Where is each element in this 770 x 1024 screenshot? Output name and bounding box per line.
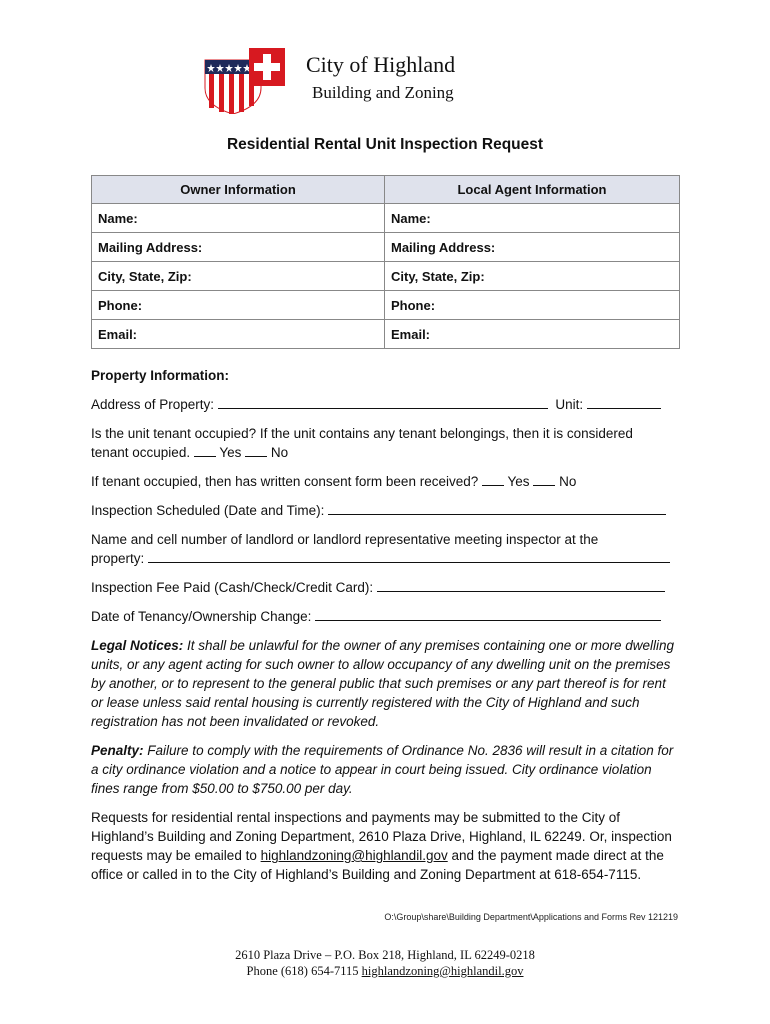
- consent-question-text: If tenant occupied, then has written consent form been received?: [91, 474, 479, 489]
- owner-address-field[interactable]: Mailing Address:: [92, 233, 385, 262]
- address-line: [91, 395, 681, 414]
- agent-city-field[interactable]: City, State, Zip:: [385, 262, 680, 291]
- footer-phone: Phone (618) 654-7115: [246, 964, 359, 978]
- fee-line: [91, 578, 681, 597]
- table-row: [92, 262, 680, 291]
- legal-notice-text: It shall be unlawful for the owner of any premises containing one or more dwelling units, or any agent acting for such owner to allow occupancy of any dwelling unit on the premises by another, or to represent to the general public that such premises or any part thereof is for rent or lease unless said rental housing is currently registered with the City of Highland and such registration has not been invalidated or revoked.: [91, 638, 675, 729]
- agent-info-header: Local Agent Information: [385, 176, 680, 204]
- department-name: Building and Zoning: [312, 83, 454, 102]
- agent-email-field[interactable]: Email:: [385, 320, 680, 349]
- consent-no-blank[interactable]: [533, 472, 555, 486]
- org-name: City of Highland: [306, 52, 456, 77]
- submission-text-2: and the payment made direct at the office or called in to the City of Highland’s Building and Zoning Department at 618-654-7115.: [91, 848, 664, 882]
- occupied-no-blank[interactable]: [245, 443, 267, 457]
- zoning-email-link[interactable]: highlandzoning@highlandil.gov: [260, 848, 448, 863]
- fee-blank[interactable]: [377, 578, 665, 592]
- owner-city-field[interactable]: City, State, Zip:: [92, 262, 385, 291]
- submission-text: Requests for residential rental inspections and payments may be submitted to the City of Highland’s Building and Zoning Department, 2610 Plaza Drive, Highland, IL 62249. Or, inspection requests may be emailed to: [91, 810, 672, 863]
- occupied-no-label: No: [270, 445, 289, 460]
- occupied-question-text: Is the unit tenant occupied? If the unit contains any tenant belongings, then it is considered: [91, 426, 633, 441]
- tenancy-blank[interactable]: [315, 607, 661, 621]
- tenancy-label: Date of Tenancy/Ownership Change:: [91, 609, 312, 624]
- unit-label: Unit:: [555, 397, 584, 412]
- consent-no-label: No: [559, 474, 577, 489]
- submission-instructions: [91, 808, 681, 884]
- owner-agent-info-table: [91, 175, 680, 349]
- owner-info-header: Owner Information: [92, 176, 385, 204]
- consent-yes-blank[interactable]: [482, 472, 504, 486]
- footer-email-link[interactable]: highlandzoning@highlandil.gov: [361, 964, 524, 978]
- agent-address-field[interactable]: Mailing Address:: [385, 233, 680, 262]
- occupied-yes-blank[interactable]: [194, 443, 216, 457]
- landlord-label: Name and cell number of landlord or landlord representative meeting inspector at the: [91, 532, 599, 547]
- owner-phone-field[interactable]: Phone:: [92, 291, 385, 320]
- footer-contact: [0, 963, 770, 979]
- table-row: [92, 233, 680, 262]
- legal-notice-label: Legal Notices:: [91, 638, 184, 653]
- page-footer: [0, 947, 770, 979]
- property-info-heading: Property Information:: [91, 368, 230, 383]
- scheduled-line: [91, 501, 681, 520]
- table-row: [92, 320, 680, 349]
- agent-name-field[interactable]: Name:: [385, 204, 680, 233]
- address-label: Address of Property:: [91, 397, 215, 412]
- table-header-row: [92, 176, 680, 204]
- consent-yes-label: Yes: [507, 474, 530, 489]
- occupied-question-text-2: tenant occupied.: [91, 445, 191, 460]
- tenancy-line: [91, 607, 681, 626]
- penalty-label: Penalty:: [91, 743, 144, 758]
- owner-name-field[interactable]: Name:: [92, 204, 385, 233]
- penalty-text: Failure to comply with the requirements of Ordinance No. 2836 will result in a citation for a city ordinance violation and a notice to appear in court being issued. City ordinance violation fines range from $50.00 to $750.00 per day.: [91, 743, 674, 796]
- occupied-question: [91, 424, 681, 462]
- form-body: [91, 366, 681, 894]
- owner-email-field[interactable]: Email:: [92, 320, 385, 349]
- consent-question: [91, 472, 681, 491]
- document-title: Residential Rental Unit Inspection Request: [226, 136, 544, 153]
- file-path: O:\Group\share\Building Department\Applications and Forms Rev 121219: [384, 912, 678, 922]
- agent-phone-field[interactable]: Phone:: [385, 291, 680, 320]
- address-blank[interactable]: [218, 395, 548, 409]
- landlord-blank[interactable]: [148, 549, 670, 563]
- city-seal-logo: [203, 48, 285, 114]
- landlord-line: [91, 530, 681, 568]
- penalty-notice: [91, 741, 681, 798]
- fee-label: Inspection Fee Paid (Cash/Check/Credit Card):: [91, 580, 374, 595]
- footer-address: 2610 Plaza Drive – P.O. Box 218, Highland, IL 62249-0218: [235, 948, 535, 962]
- scheduled-blank[interactable]: [328, 501, 666, 515]
- table-row: [92, 291, 680, 320]
- legal-notice: [91, 636, 681, 731]
- unit-blank[interactable]: [587, 395, 661, 409]
- occupied-yes-label: Yes: [219, 445, 242, 460]
- scheduled-label: Inspection Scheduled (Date and Time):: [91, 503, 325, 518]
- landlord-label-2: property:: [91, 551, 145, 566]
- table-row: [92, 204, 680, 233]
